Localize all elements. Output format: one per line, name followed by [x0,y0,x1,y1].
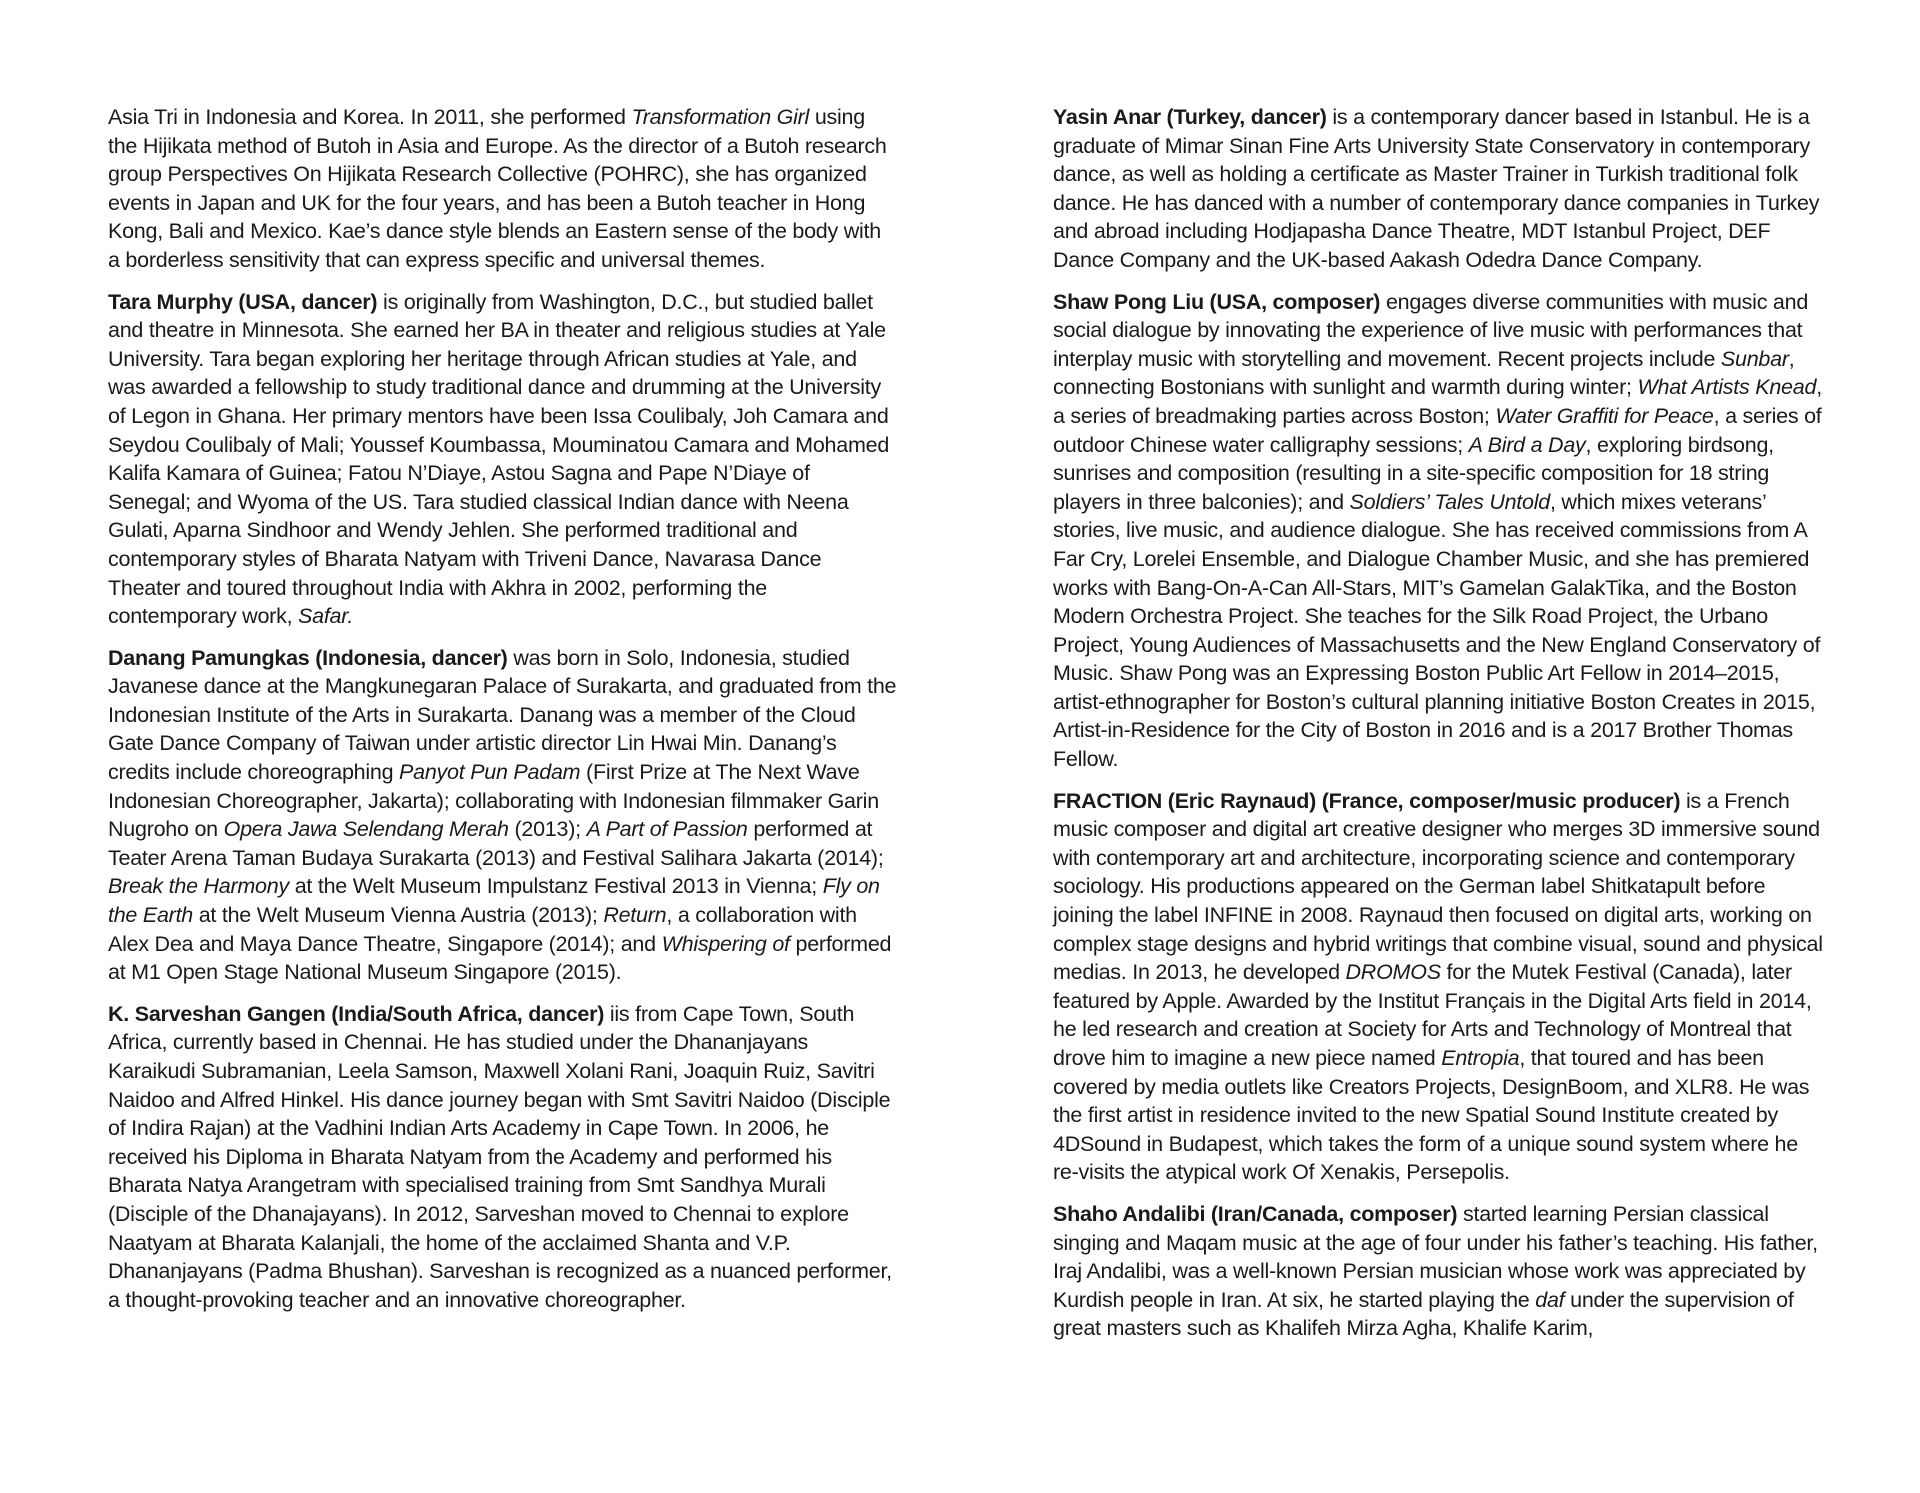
work-title: Panyot Pun Padam [399,760,581,785]
bio-paragraph [108,1000,898,1315]
bio-paragraph [1053,288,1828,774]
bio-text: is a contemporary dancer based in Istanbul. He is a graduate of Mimar Sinan Fine Arts University State Conservatory in contemporary dance, as well as holding a certificate as Master Trainer in Turkish traditional folk dance. He has danced with a number of contemporary dance companies in Turkey and abroad including Hodjapasha Dance Theatre, MDT Istanbul Project, DEF Dance Company and the UK-based Aakash Odedra Dance Company. [1053,105,1820,272]
artist-name-heading: Tara Murphy (USA, dancer) [108,289,378,314]
work-title: Soldiers’ Tales Untold [1349,489,1550,514]
work-title: Sunbar [1720,346,1789,371]
bio-text: iis from Cape Town, South Africa, currently based in Chennai. He has studied under the Dhananjayans Karaikudi Subramanian, Leela Samson, Maxwell Xolani Rani, Joaquin Ruiz, Savitri Naidoo and Alfred Hinkel. His dance journey began with Smt Savitri Naidoo (Disciple of Indira Rajan) at the Vadhini Indian Arts Academy in Cape Town. In 2006, he received his Diploma in Bharata Natyam from the Academy and performed his Bharata Natya Arangetram with specialised training from Smt Sandhya Murali (Disciple of the Dhanajayans). In 2012, Sarveshan moved to Chennai to explore Naatyam at Bharata Kalanjali, the home of the acclaimed Shanta and V.P. Dhananjayans (Padma Bhushan). Sarveshan is recognized as a nuanced performer, a thought-provoking teacher and an innovative choreographer. [108,1001,892,1312]
bio-text: , that toured and has been covered by media outlets like Creators Projects, DesignBoom, and XLR8. He was the first artist in residence invited to the new Spatial Sound Institute created by 4DSound in Budapest, which takes the form of a unique sound system where he re-visits the atypical work Of Xenakis, Persepolis. [1053,1046,1810,1185]
artist-name-heading: Yasin Anar (Turkey, dancer) [1053,105,1327,129]
work-title: Break the Harmony [108,874,289,899]
work-title: Whispering of [661,931,790,956]
bio-text: , a collaboration with Alex Dea and Maya Dance Theatre, Singapore (2014); and [108,903,857,956]
work-title: Safar. [298,604,354,629]
bio-text: started learning Persian classical singing and Maqam music at the age of four under his father’s teaching. His father, Iraj Andalibi, was a well-known Persian musician whose work was appreciated by Kurdish people in Iran. At six, he started playing the [1053,1201,1818,1312]
left-page-column [108,103,898,1327]
work-title: Fly on the Earth [108,874,880,928]
artist-name-heading: FRACTION (Eric Raynaud) (France, composer/music producer) [1053,788,1681,813]
bio-text: (2013); [508,817,587,842]
bio-text: performed at M1 Open Stage National Museum Singapore (2015). [108,931,892,985]
bio-text: at the Welt Museum Impulstanz Festival 2013 in Vienna; [288,874,823,899]
work-title: daf [1535,1287,1565,1312]
bio-text: performed at Teater Arena Taman Budaya Surakarta (2013) and Festival Salihara Jakarta (2014); [108,817,884,870]
bio-text: was born in Solo, Indonesia, studied Javanese dance at the Mangkunegaran Palace of Surakarta, and graduated from the Indonesian Institute of the Arts in Surakarta. Danang was a member of the Cloud Gate Dance Company of Taiwan under artistic director Lin Hwai Min. Danang’s credits include choreographing [108,645,897,785]
work-title: What Artists Knead [1637,375,1817,400]
bio-paragraph [1053,1200,1828,1343]
artist-name-heading: K. Sarveshan Gangen (India/South Africa, dancer) [108,1001,605,1026]
bio-text: at the Welt Museum Vienna Austria (2013); [193,903,604,928]
bio-paragraph [1053,103,1828,275]
bio-text: is a French music composer and digital art creative designer who merges 3D immersive sound with contemporary art and architecture, incorporating science and contemporary sociology. His productions appeared on the German label Shitkatapult before joining the label INFINE in 2008. Raynaud then focused on digital arts, working on complex stage designs and hybrid writings that combine visual, sound and physical medias. In 2013, he developed [1053,788,1823,985]
bio-text: Asia Tri in Indonesia and Korea. In 2011, she performed [108,105,632,129]
work-title: Transformation Girl [631,105,810,129]
work-title: Entropia [1441,1046,1520,1070]
bio-text: (First Prize at The Next Wave Indonesian Choreographer, Jakarta); collaborating with Indonesian filmmaker Garin Nugroho on [108,760,879,842]
artist-name-heading: Danang Pamungkas (Indonesia, dancer) [108,645,508,670]
bio-paragraph [108,288,898,631]
bio-paragraph [1053,787,1828,1187]
bio-text: , a series of breadmaking parties across Boston; [1053,375,1822,428]
bio-text: under the supervision of great masters such as Khalifeh Mirza Agha, Khalife Karim, [1053,1287,1794,1341]
artist-name-heading: Shaw Pong Liu (USA, composer) [1053,289,1381,314]
bio-text: using the Hijikata method of Butoh in Asia and Europe. As the director of a Butoh research group Perspectives On Hijikata Research Collective (POHRC), she has organized events in Japan and UK for the four years, and has been a Butoh teacher in Hong Kong, Bali and Mexico. Kae’s dance style blends an Eastern sense of the body with a borderless sensitivity that can express specific and universal themes. [108,105,887,272]
bio-text: , exploring birdsong, sunrises and composition (resulting in a site-specific composition for 18 string players in three balconies); and [1053,432,1774,514]
right-page-column [1053,103,1828,1356]
work-title: A Bird a Day [1468,432,1586,457]
bio-text: for the Mutek Festival (Canada), later featured by Apple. Awarded by the Institut Français in the Digital Arts field in 2014, he led research and creation at Society for Arts and Technology of Montreal that drove him to imagine a new piece named [1053,960,1812,1070]
bio-paragraph [108,644,898,987]
bio-text: is originally from Washington, D.C., but studied ballet and theatre in Minnesota. She earned her BA in theater and religious studies at Yale University. Tara began exploring her heritage through African studies at Yale, and was awarded a fellowship to study traditional dance and drumming at the University of Legon in Ghana. Her primary mentors have been Issa Coulibaly, Joh Camara and Seydou Coulibaly of Mali; Youssef Koumbassa, Mouminatou Camara and Mohamed Kalifa Kamara of Guinea; Fatou N’Diaye, Astou Sagna and Pape N’Diaye of Senegal; and Wyoma of the US. Tara studied classical Indian dance with Neena Gulati, Aparna Sindhoor and Wendy Jehlen. She performed traditional and contemporary styles of Bharata Natyam with Triveni Dance, Navarasa Dance Theater and toured throughout India with Akhra in 2002, performing the contemporary work, [108,289,890,629]
bio-text: , a series of outdoor Chinese water calligraphy sessions; [1053,403,1822,457]
work-title: Opera Jawa Selendang Merah [223,817,509,842]
bio-text: , which mixes veterans’ stories, live music, and audience dialogue. She has received commissions from A Far Cry, Lorelei Ensemble, and Dialogue Chamber Music, and she has premiered works with Bang-On-A-Can All-Stars, MIT’s Gamelan GalakTika, and the Boston Modern Orchestra Project. She teaches for the Silk Road Project, the Urbano Project, Young Audiences of Massachusetts and the New England Conservatory of Music. Shaw Pong was an Expressing Boston Public Art Fellow in 2014–2015, artist-ethnographer for Boston’s cultural planning initiative Boston Creates in 2015, Artist-in-Residence for the City of Boston in 2016 and is a 2017 Brother Thomas Fellow. [1053,489,1821,772]
work-title: DROMOS [1345,960,1441,985]
bio-paragraph [108,103,898,275]
work-title: A Part of Passion [586,817,748,842]
bio-text: , connecting Bostonians with sunlight and warmth during winter; [1053,346,1795,400]
artist-name-heading: Shaho Andalibi (Iran/Canada, composer) [1053,1201,1458,1226]
work-title: Return [603,903,667,928]
bio-text: engages diverse communities with music and social dialogue by innovating the experience of live music with performances that interplay music with storytelling and movement. Recent projects include [1053,289,1809,371]
work-title: Water Graffiti for Peace [1495,403,1714,428]
